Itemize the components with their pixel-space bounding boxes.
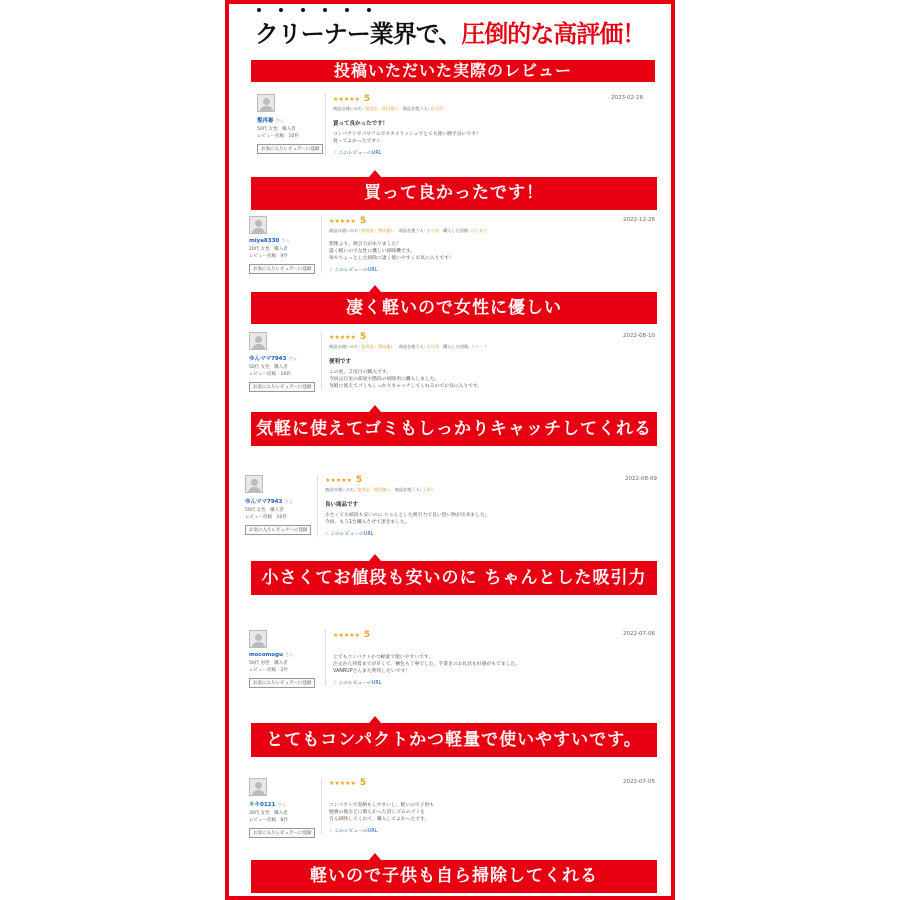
- review-attributes: [333, 642, 655, 647]
- review-date: 2023-02-28: [611, 95, 643, 101]
- rating-score: 5: [359, 332, 367, 342]
- review-body-line: コンパクトで収納もしやすいし、軽いので子供も: [329, 803, 435, 808]
- reviewer-name[interactable]: mocomogu さん: [249, 652, 294, 658]
- rating-score: 5: [355, 475, 363, 485]
- avatar: [249, 216, 267, 234]
- review-body: [329, 241, 655, 262]
- star-rating-icon: ★★★★★: [333, 95, 360, 103]
- avatar: [245, 475, 263, 493]
- avatar: [249, 778, 267, 796]
- star-rating-icon: ★★★★★: [333, 631, 360, 639]
- review-date: 2022-07-06: [623, 631, 655, 637]
- reviewer-info: [249, 332, 315, 392]
- review-attributes: 商品の使いみち: 実用品・普段使い 商品を使う人: 自分用 購入した回数: はじめて: [329, 228, 488, 233]
- review-content: [321, 216, 655, 273]
- highlight-banner: 買って良かったです！: [251, 177, 657, 210]
- review-body-line: 毎やちょっとした掃除に凄く使いやすくお気に入りです！: [329, 256, 454, 261]
- rating-score: 5: [359, 216, 367, 226]
- reviewer-info: [249, 778, 315, 838]
- review-panel: [225, 0, 675, 900]
- page-headline: [229, 14, 671, 49]
- review-body: [329, 802, 655, 823]
- review-body-line: 小さくてお値段も安いのに ちゃんとした吸引力で良い買い物が出来ました。: [325, 513, 490, 518]
- review-attributes: 商品の使いみち: 実用品・普段使い 商品を使う人: 自分用: [333, 106, 444, 111]
- review-body: [333, 654, 655, 675]
- highlight-banner: 軽いので子供も自ら掃除してくれる: [251, 860, 657, 893]
- reviewer-meta: 30代 女性 購入者 レビュー投稿 6件: [249, 811, 288, 823]
- review-content: [325, 630, 655, 686]
- favorite-reviewer-button[interactable]: お気に入りレビュアーに登録: [257, 144, 323, 154]
- review-content: [317, 475, 657, 537]
- favorite-reviewer-button[interactable]: お気に入りレビュアーに登録: [245, 525, 311, 535]
- review-url-link[interactable]: ｆ このレビューのURL: [329, 827, 655, 834]
- favorite-reviewer-button[interactable]: お気に入りレビュアーに登録: [249, 678, 315, 688]
- review-body-line: この度、２度目の購入です。: [329, 370, 391, 375]
- rating-row: [333, 630, 655, 640]
- rating-row: [329, 778, 655, 788]
- star-rating-icon: ★★★★★: [329, 779, 356, 787]
- review-date: 2022-12-26: [623, 217, 655, 223]
- reviewer-name[interactable]: キキ0121 さん: [249, 802, 287, 808]
- rating-score: 5: [363, 630, 371, 640]
- review-body-line: 今回、もう1台購入させて頂きました。: [325, 520, 410, 525]
- avatar: [257, 94, 275, 112]
- review-attributes: 商品の使いみち: 実用品・普段使い 商品を使う人: 自分用 購入した回数: リピート: [329, 344, 488, 349]
- review-content: [325, 94, 643, 156]
- review-date: 2022-07-05: [623, 779, 655, 785]
- reviewer-info: [257, 94, 323, 154]
- star-rating-icon: ★★★★★: [329, 333, 356, 341]
- emphasis-dots: [257, 8, 371, 12]
- review-body: [325, 512, 657, 526]
- rating-row: [333, 94, 643, 104]
- favorite-reviewer-button[interactable]: お気に入りレビュアーに登録: [249, 382, 315, 392]
- review-url-link[interactable]: ｆ このレビューのURL: [333, 149, 643, 156]
- review-body-line: 勉強の後などに散らかった消しゴムのゴミを: [329, 810, 425, 815]
- review-content: [321, 332, 655, 390]
- favorite-reviewer-button[interactable]: お気に入りレビュアーに登録: [249, 828, 315, 838]
- review-url-link[interactable]: ｆ このレビューのURL: [329, 266, 655, 273]
- review-body-line: とてもコンパクトかつ軽量で使いやすいです。: [333, 655, 434, 660]
- reviewer-meta: 50代 女性 購入者 レビュー投稿 10件: [257, 127, 299, 139]
- review-body-line: 想像より、吸引力がありました！: [329, 242, 401, 247]
- headline-red: 圧倒的な高評価！: [461, 20, 646, 48]
- review-body: [329, 369, 655, 390]
- highlight-banner: 凄く軽いので女性に優しい: [251, 292, 657, 324]
- star-rating-icon: ★★★★★: [329, 217, 356, 225]
- review-date: 2022-08-10: [623, 333, 655, 339]
- highlight-banner: 小さくてお値段も安いのに ちゃんとした吸引力: [251, 561, 657, 595]
- review-url-link[interactable]: ｆ このレビューのURL: [325, 530, 657, 537]
- review-body-line: 凄く軽いので女性に優しい掃除機です。: [329, 249, 415, 254]
- highlight-banner: 気軽に使えてゴミもしっかりキャッチしてくれる: [251, 412, 657, 446]
- reviewer-info: [249, 216, 315, 274]
- review-body-line: 買ってよかったです☆: [333, 139, 381, 144]
- review-body-line: 今回は自室の部屋や階段の掃除用に購入しました。: [329, 377, 440, 382]
- review-title: 良い商品です: [325, 502, 359, 508]
- highlight-banner: とてもコンパクトかつ軽量で使いやすいです。: [251, 723, 657, 757]
- review-content: [321, 778, 655, 834]
- rating-row: [329, 216, 655, 226]
- review-attributes: 商品の使いみち: 実用品・普段使い 商品を使う人: 子供へ: [325, 487, 436, 492]
- rating-row: [329, 332, 655, 342]
- review-title: 便利です: [329, 359, 352, 365]
- reviewer-name[interactable]: ゆんママ7943 さん: [245, 499, 294, 505]
- reviewer-meta: 20代 女性 購入者 レビュー投稿 9件: [249, 247, 288, 259]
- avatar: [249, 630, 267, 648]
- reviewer-name[interactable]: miya8330 さん: [249, 238, 291, 244]
- reviewer-info: [249, 630, 315, 688]
- reviewer-name[interactable]: ゆんママ7943 さん: [249, 356, 298, 362]
- review-attributes: [329, 790, 655, 795]
- reviewer-info: [245, 475, 311, 535]
- review-body-line: 自ら掃除してくれて、購入してよかったです。: [329, 817, 430, 822]
- review-body: [333, 131, 643, 145]
- headline-black: クリーナー業界で、: [254, 20, 462, 48]
- review-date: 2022-08-09: [625, 476, 657, 482]
- review-body-line: コンパクトでパワフルでスタイリッシュでとても使い勝手良いです！: [333, 132, 481, 137]
- reviewer-meta: 50代 女性 購入者 レビュー投稿 16件: [245, 508, 287, 520]
- review-body-line: VANRUPさんまた利用したいです！: [333, 669, 411, 674]
- review-url-link[interactable]: ｆ このレビューのURL: [333, 679, 655, 686]
- review-title: 買って良かったです！: [333, 121, 389, 127]
- reviewer-name[interactable]: 髪再審 さん: [257, 118, 285, 124]
- reviewer-meta: 50代 女性 購入者 レビュー投稿 16件: [249, 365, 291, 377]
- avatar: [249, 332, 267, 350]
- rating-score: 5: [359, 778, 367, 788]
- reviewer-meta: 50代 男性 購入者 レビュー投稿 2件: [249, 661, 288, 673]
- review-body-line: 気軽に使えてゴミもしっかりキャッチしてくれるのでお気に入りです。: [329, 384, 483, 389]
- favorite-reviewer-button[interactable]: お気に入りレビュアーに登録: [249, 264, 315, 274]
- star-rating-icon: ★★★★★: [325, 476, 352, 484]
- rating-score: 5: [363, 94, 371, 104]
- rating-row: [325, 475, 657, 485]
- top-banner: 投稿いただいた実際のレビュー: [251, 60, 655, 82]
- review-body-line: 注文から到着までが早くて、梱包も丁寧でした。手書きのお礼状も好感がもてました。: [333, 662, 520, 667]
